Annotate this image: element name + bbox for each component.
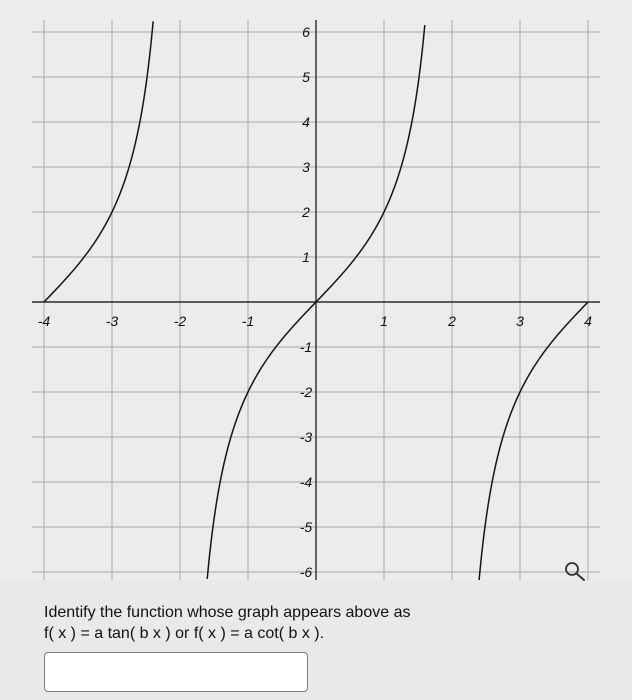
y-tick-label: 2 xyxy=(302,204,310,220)
x-tick-label: 2 xyxy=(448,313,456,329)
x-tick-label: -3 xyxy=(105,313,119,329)
curve-branch xyxy=(44,21,153,302)
y-tick-label: 3 xyxy=(302,159,310,175)
curve-branch xyxy=(479,302,588,580)
y-tick-label: 5 xyxy=(302,69,310,85)
y-tick-label: 6 xyxy=(302,24,310,40)
y-tick-label: -6 xyxy=(299,564,313,580)
question-line-1: Identify the function whose graph appears above as xyxy=(44,604,411,621)
y-tick-label: -3 xyxy=(299,429,313,445)
x-tick-label: 1 xyxy=(380,313,388,329)
x-tick-label: 3 xyxy=(516,313,524,329)
y-tick-label: -4 xyxy=(299,474,313,490)
y-tick-label: -1 xyxy=(299,339,313,355)
question-prompt xyxy=(44,602,604,644)
x-tick-label: -1 xyxy=(241,313,255,329)
x-tick-label: 4 xyxy=(584,313,592,329)
magnifier-icon[interactable] xyxy=(562,560,588,582)
y-tick-label: 1 xyxy=(302,249,310,265)
y-tick-label: 4 xyxy=(302,114,310,130)
x-tick-label: -4 xyxy=(37,313,51,329)
answer-input[interactable] xyxy=(44,652,308,692)
question-line-2: f( x ) = a tan( b x ) or f( x ) = a cot( b x ). xyxy=(44,625,325,642)
y-tick-label: -2 xyxy=(299,384,313,400)
y-tick-label: -5 xyxy=(299,519,313,535)
x-tick-label: -2 xyxy=(173,313,187,329)
